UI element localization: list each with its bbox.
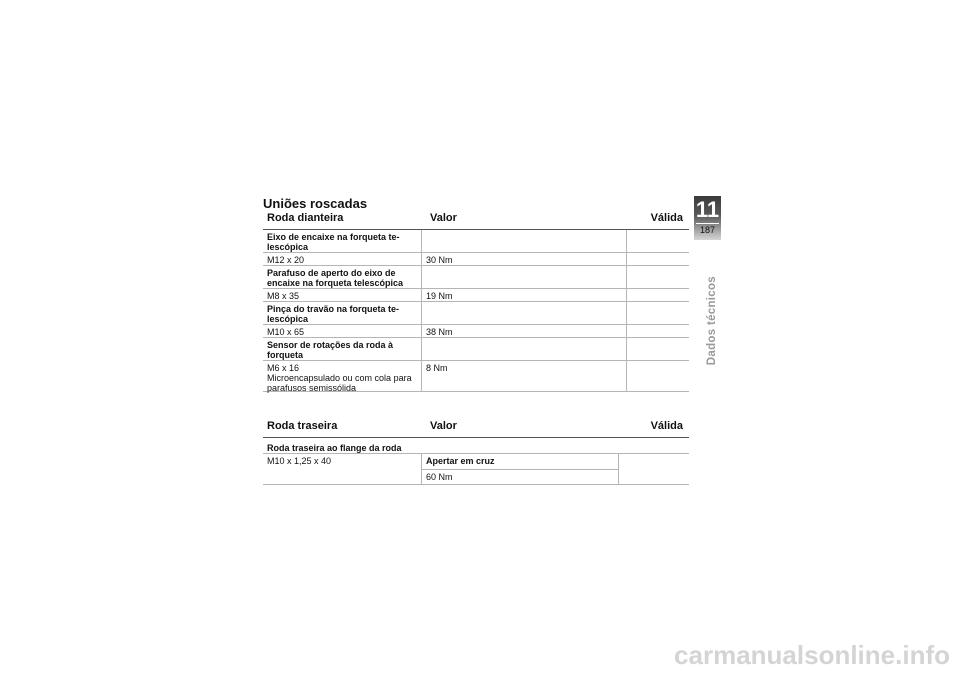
table-row (263, 289, 689, 302)
component-name: Sensor de rotações da roda à forqueta (267, 340, 394, 360)
table-row (263, 266, 689, 289)
rear-table-header (263, 420, 689, 438)
front-header-value: Valor (430, 212, 457, 224)
table-row (263, 230, 689, 253)
thread-spec: M8 x 35 (267, 291, 300, 301)
front-wheel-table (263, 212, 689, 392)
front-header-valid: Válida (650, 212, 683, 224)
torque-value: 30 Nm (421, 253, 626, 265)
component-name: Roda traseira ao flange da roda (267, 443, 402, 453)
torque-value: 19 Nm (421, 289, 626, 301)
chapter-side-label: Dados técnicos (706, 276, 718, 366)
rear-header-component: Roda traseira (267, 420, 338, 432)
spec-note: Microencapsulado ou com cola para parafusos semissólida (267, 373, 412, 393)
component-name: Pinça do travão na forqueta te-lescópica (267, 304, 400, 324)
thread-spec: M10 x 1,25 x 40 (267, 456, 332, 466)
thread-spec: M6 x 16 (267, 363, 300, 373)
watermark: carmanualsonline.info (674, 640, 950, 670)
rear-header-value: Valor (430, 420, 457, 432)
table-row (263, 325, 689, 338)
torque-value: 8 Nm (421, 361, 626, 391)
torque-value: 38 Nm (421, 325, 626, 337)
front-header-component: Roda dianteira (267, 212, 344, 224)
thread-spec: M10 x 65 (267, 327, 305, 337)
chapter-tab (694, 196, 721, 240)
torque-value: 60 Nm (426, 472, 453, 482)
table-row (263, 454, 689, 485)
table-row (263, 253, 689, 266)
table-row (263, 302, 689, 325)
component-name: Parafuso de aperto do eixo de encaixe na forqueta telescópica (267, 268, 404, 288)
chapter-number: 11 (695, 197, 720, 222)
rear-wheel-table (263, 420, 689, 485)
table-row (263, 438, 689, 454)
tightening-instruction: Apertar em cruz (422, 454, 618, 470)
page-number: 187 (699, 225, 716, 235)
section-title: Uniões roscadas (263, 196, 368, 211)
table-row (263, 361, 689, 392)
table-row (263, 338, 689, 361)
thread-spec: M12 x 20 (267, 255, 305, 265)
front-table-header (263, 212, 689, 230)
component-name: Eixo de encaixe na forqueta te-lescópica (267, 232, 400, 252)
rear-header-valid: Válida (650, 420, 683, 432)
